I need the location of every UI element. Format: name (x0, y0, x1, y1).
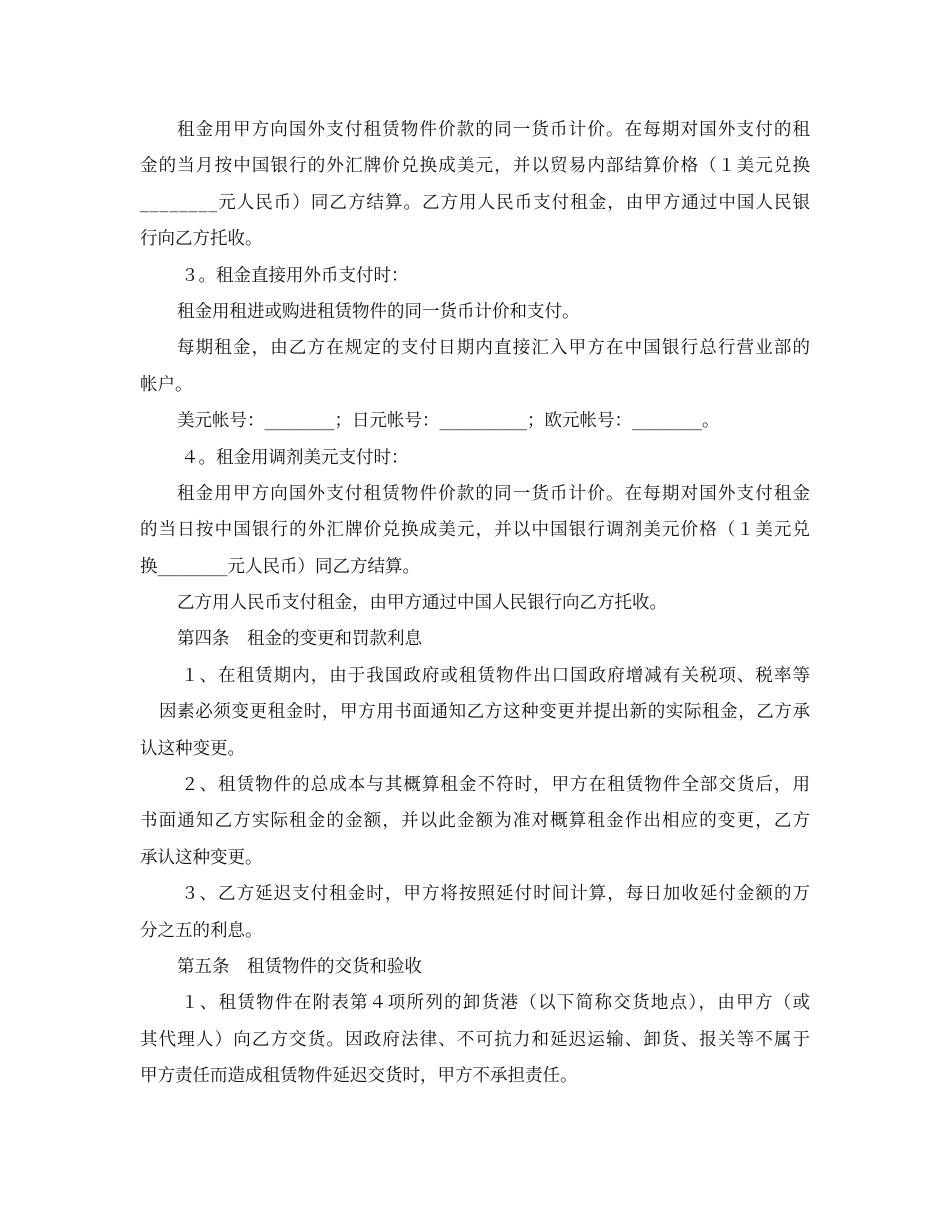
section-heading: 第五条 租赁物件的交货和验收 (177, 956, 422, 977)
text-line: １、在租赁期内，由于我国政府或租赁物件出口国政府增减有关税项、税率等 (181, 665, 812, 686)
text-line: 认这种变更。 (140, 738, 245, 759)
paragraph (140, 330, 810, 403)
text-line: 因素必须变更租金时，甲方用书面通知乙方这种变更并提出新的实际租金，乙方承 (159, 702, 811, 723)
account-number-fields (140, 403, 810, 439)
clause-item-title: ４。租金用调剂美元支付时： (181, 447, 409, 468)
clause-item-title: ３。租金直接用外币支付时： (181, 265, 409, 286)
text-line: 书面通知乙方实际租金的金额，并以此金额为准对概算租金作出相应的变更，乙方 (140, 811, 812, 832)
paragraph (140, 294, 810, 330)
text-line: ________元人民币）同乙方结算。乙方用人民币支付租金，由甲方通过中国人民银 (140, 192, 812, 213)
text-line: 的当日按中国银行的外汇牌价兑换成美元，并以中国银行调剂美元价格（１美元兑 (140, 520, 812, 541)
text-line: 租金用甲方向国外支付租赁物件价款的同一货币计价。在每期对国外支付租金 (177, 483, 812, 504)
paragraph-rent-pricing-trade (140, 112, 810, 258)
text-line: 分之五的利息。 (140, 920, 263, 941)
text-line: 租金用甲方向国外支付租赁物件价款的同一货币计价。在每期对国外支付的租 (177, 120, 812, 140)
document-body (140, 112, 810, 1095)
text-line: 其代理人）向乙方交货。因政府法律、不可抗力和延迟运输、卸货、报关等不属于 (140, 1029, 812, 1050)
text-line: 美元帐号：________；日元帐号：__________；欧元帐号：________。 (177, 411, 720, 432)
text-line: ３、乙方延迟支付租金时，甲方将按照延付时间计算，每日加收延付金额的万 (181, 884, 812, 905)
paragraph (140, 585, 810, 621)
text-line: 每期租金，由乙方在规定的支付日期内直接汇入甲方在中国银行总行营业部的 (177, 338, 812, 359)
clause-item-4 (140, 440, 810, 476)
text-line: 金的当月按中国银行的外汇牌价兑换成美元，并以贸易内部结算价格（１美元兑换 (140, 156, 812, 177)
paragraph (140, 658, 810, 767)
section-heading: 第四条 租金的变更和罚款利息 (177, 629, 422, 650)
text-line: ２、租赁物件的总成本与其概算租金不符时，甲方在租赁物件全部交货后，用 (181, 775, 812, 796)
section-heading-article-5 (140, 949, 810, 985)
text-line: １、租赁物件在附表第４项所列的卸货港（以下简称交货地点），由甲方（或 (181, 993, 812, 1014)
section-heading-article-4 (140, 621, 810, 657)
paragraph (140, 985, 810, 1094)
text-line: 行向乙方托收。 (140, 229, 263, 250)
text-line: 租金用租进或购进租赁物件的同一货币计价和支付。 (177, 301, 580, 322)
text-line: 乙方用人民币支付租金，由甲方通过中国人民银行向乙方托收。 (177, 593, 667, 614)
clause-item-3 (140, 258, 810, 294)
text-line: 换________元人民币）同乙方结算。 (140, 556, 420, 577)
text-line: 帐户。 (140, 374, 193, 395)
text-line: 承认这种变更。 (140, 847, 263, 868)
text-line: 甲方责任而造成租赁物件延迟交货时，甲方不承担责任。 (140, 1066, 578, 1087)
paragraph (140, 476, 810, 585)
paragraph (140, 876, 810, 949)
paragraph (140, 767, 810, 876)
